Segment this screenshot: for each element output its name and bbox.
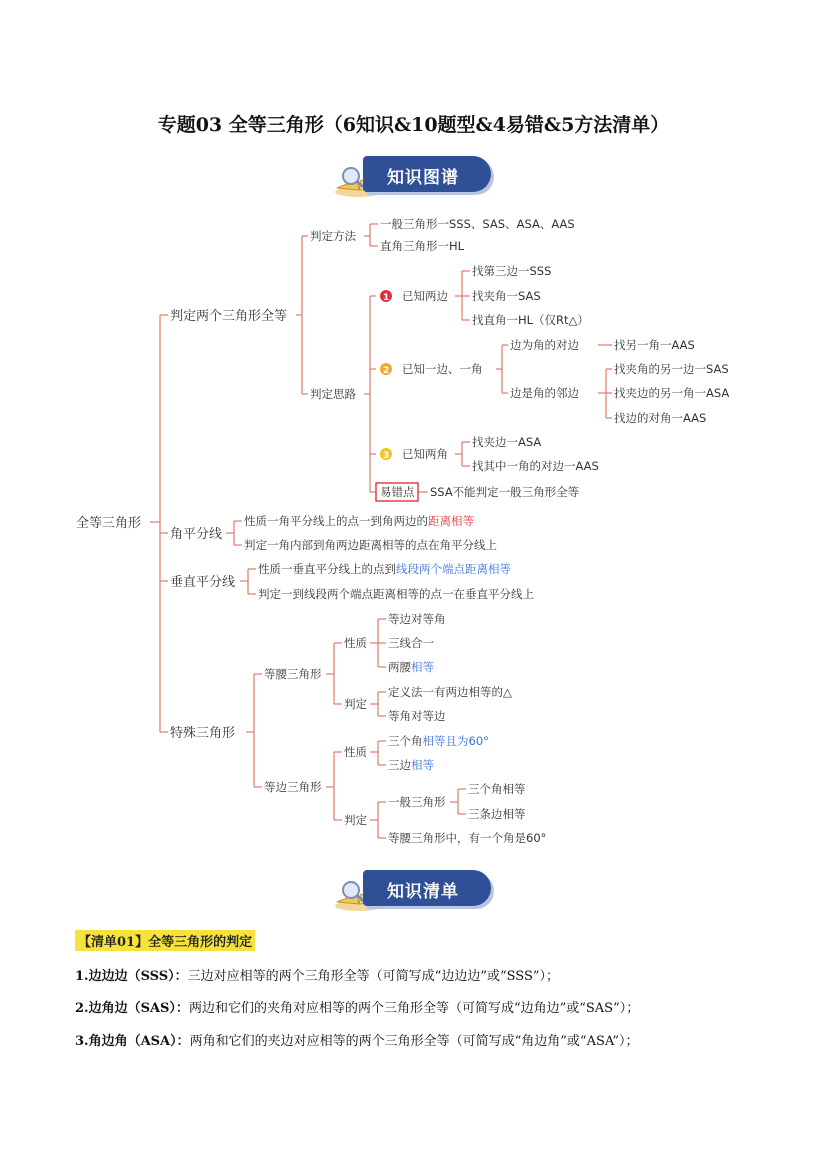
eq-p1: 三个角相等且为60°: [388, 734, 489, 748]
g2-opposite: 边为角的对边: [510, 338, 579, 352]
rule-sss: 1.边边边（SSS）：三边对应相等的两个三角形全等（可简写成“边边边”或“SSS”）；: [75, 969, 560, 984]
rule-asa: 3.角边角（ASA）：两角和它们的夹边对应相等的两个三角形全等（可简写成“角边角”或“ASA”）；: [75, 1034, 639, 1049]
banner-label: 知识图谱: [387, 168, 459, 188]
g3-item-1: 找夹边一ASA: [472, 435, 542, 449]
g2-opposite-item: 找另一角一AAS: [614, 338, 695, 352]
g2-adj-item-2: 找夹边的另一角一ASA: [614, 386, 730, 400]
branch-perpendicular-bisector: 垂直平分线: [170, 575, 236, 590]
g2-adjacent: 边是角的邻边: [510, 386, 579, 400]
g2-adj-item-3: 找边的对角一AAS: [614, 411, 707, 425]
knowledge-list-banner: [333, 866, 503, 916]
iso-p1: 等边对等角: [388, 612, 446, 626]
error-text: SSA不能判定一般三角形全等: [430, 485, 580, 499]
iso-judge: 判定: [344, 697, 367, 711]
judge-think-node: 判定思路: [310, 387, 356, 401]
perp-property: 性质一垂直平分线上的点到线段两个端点距离相等: [258, 562, 511, 576]
eq-judge: 判定: [344, 813, 367, 827]
banner-label: 知识清单: [387, 882, 459, 902]
list-heading: 【清单01】全等三角形的判定: [75, 930, 255, 951]
g1-item-1: 找第三边一SSS: [472, 264, 552, 278]
known-side-angle: 已知一边、一角: [402, 362, 483, 376]
branch-special-triangle: 特殊三角形: [170, 726, 236, 741]
iso-j2: 等角对等边: [388, 709, 446, 723]
knowledge-map-banner: [333, 152, 503, 202]
g1-item-3: 找直角一HL（仅Rt△）: [472, 313, 589, 327]
eq-j1a: 三个角相等: [468, 782, 526, 796]
branch-angle-bisector: 角平分线: [170, 527, 223, 542]
rule-sas: 2.边角边（SAS）：两边和它们的夹角对应相等的两个三角形全等（可简写成“边角边”或“SAS”）；: [75, 1001, 640, 1016]
eq-j1b: 三条边相等: [468, 807, 526, 821]
g3-item-2: 找其中一角的对边一AAS: [472, 459, 599, 473]
equilateral-node: 等边三角形: [264, 780, 322, 794]
g2-adj-item-1: 找夹角的另一边一SAS: [614, 362, 729, 376]
branch-judge-congruent: 判定两个三角形全等: [170, 309, 288, 324]
iso-p2: 三线合一: [388, 636, 434, 650]
badge-num-1: 1: [383, 293, 390, 303]
eq-p2: 三边相等: [388, 758, 434, 772]
isosceles-node: 等腰三角形: [264, 667, 322, 681]
bisector-property: 性质一角平分线上的点一到角两边的距离相等: [244, 514, 474, 528]
judge-method-node: 判定方法: [310, 229, 356, 243]
eq-property: 性质: [344, 745, 367, 759]
mind-map: [0, 200, 827, 860]
bisector-judge: 判定一角内部到角两边距离相等的点在角平分线上: [244, 538, 497, 552]
iso-property: 性质: [344, 636, 367, 650]
known-two-sides: 已知两边: [402, 289, 448, 303]
perp-judge: 判定一到线段两个端点距离相等的点一在垂直平分线上: [258, 587, 534, 601]
eq-j1: 一般三角形: [388, 795, 446, 809]
iso-j1: 定义法一有两边相等的△: [388, 685, 512, 699]
method-general: 一般三角形一SSS、SAS、ASA、AAS: [380, 217, 575, 231]
root-node: 全等三角形: [76, 516, 142, 531]
method-right: 直角三角形一HL: [380, 239, 465, 253]
error-label: 易错点: [380, 485, 415, 499]
known-two-angles: 已知两角: [402, 447, 448, 461]
page-title: 专题03 全等三角形（6知识&10题型&4易错&5方法清单）: [157, 114, 670, 136]
iso-p3: 两腰相等: [388, 660, 434, 674]
badge-num-2: 2: [383, 366, 390, 376]
eq-j2: 等腰三角形中，有一个角是60°: [388, 831, 547, 845]
g1-item-2: 找夹角一SAS: [472, 289, 541, 303]
badge-num-3: 3: [383, 451, 390, 461]
